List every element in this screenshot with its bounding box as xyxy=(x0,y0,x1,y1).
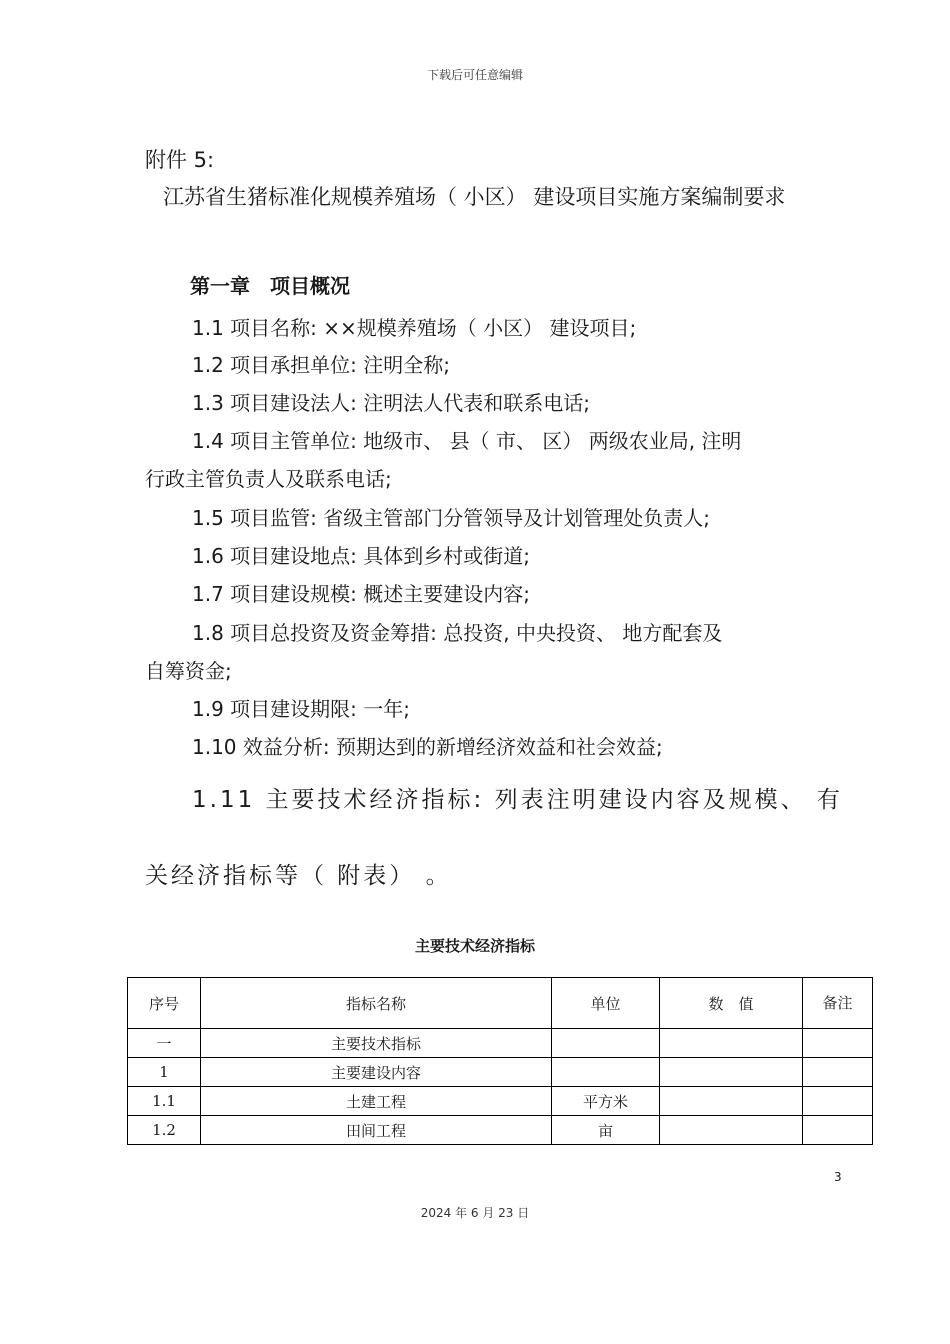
item-1-4-continued: 行政主管负责人及联系电话; xyxy=(145,467,392,491)
item-1-3: 1.3 项目建设法人: 注明法人代表和联系电话; xyxy=(192,391,590,415)
page-header: 下载后可任意编辑 xyxy=(426,68,523,82)
cell-seq: 一 xyxy=(128,1029,201,1058)
item-1-10: 1.10 效益分析: 预期达到的新增经济效益和社会效益; xyxy=(192,735,663,759)
cell-remark xyxy=(803,1058,873,1087)
item-1-8-continued: 自筹资金; xyxy=(145,659,232,683)
header-indicator-name: 指标名称 xyxy=(201,978,552,1029)
page-footer-date: 2024 年 6 月 23 日 xyxy=(420,1206,530,1220)
cell-remark xyxy=(803,1116,873,1145)
attachment-label: 附件 5: xyxy=(145,148,215,172)
document-title: 江苏省生猪标准化规模养殖场（ 小区） 建设项目实施方案编制要求 xyxy=(163,185,786,209)
table-row xyxy=(128,1116,873,1145)
header-unit: 单位 xyxy=(552,978,660,1029)
item-1-4: 1.4 项目主管单位: 地级市、 县（ 市、 区） 两级农业局, 注明 xyxy=(192,429,742,453)
item-1-5: 1.5 项目监管: 省级主管部门分管领导及计划管理处负责人; xyxy=(192,506,710,530)
chapter-heading: 第一章 项目概况 xyxy=(190,274,350,298)
cell-unit: 亩 xyxy=(552,1116,660,1145)
cell-remark xyxy=(803,1029,873,1058)
item-1-1: 1.1 项目名称: ××规模养殖场（ 小区） 建设项目; xyxy=(192,316,637,340)
item-1-11-continued: 关经济指标等（ 附表） 。 xyxy=(145,863,452,889)
cell-seq: 1.1 xyxy=(128,1087,201,1116)
item-1-9: 1.9 项目建设期限: 一年; xyxy=(192,697,410,721)
item-1-7: 1.7 项目建设规模: 概述主要建设内容; xyxy=(192,582,530,606)
cell-unit xyxy=(552,1058,660,1087)
cell-remark xyxy=(803,1087,873,1116)
table-header-row xyxy=(128,978,873,1029)
page-number: 3 xyxy=(834,1170,842,1184)
cell-indicator-name: 主要建设内容 xyxy=(201,1058,552,1087)
header-seq: 序号 xyxy=(128,978,201,1029)
item-1-6: 1.6 项目建设地点: 具体到乡村或街道; xyxy=(192,544,530,568)
table-row xyxy=(128,1029,873,1058)
cell-unit xyxy=(552,1029,660,1058)
item-1-11: 1.11 主要技术经济指标: 列表注明建设内容及规模、 有 xyxy=(192,787,843,813)
cell-value xyxy=(660,1116,803,1145)
cell-seq: 1 xyxy=(128,1058,201,1087)
cell-indicator-name: 主要技术指标 xyxy=(201,1029,552,1058)
table-row xyxy=(128,1058,873,1087)
cell-value xyxy=(660,1087,803,1116)
cell-indicator-name: 田间工程 xyxy=(201,1116,552,1145)
header-value: 数 值 xyxy=(660,978,803,1029)
header-remark: 备注 xyxy=(803,978,873,1029)
table-caption: 主要技术经济指标 xyxy=(414,937,535,955)
cell-seq: 1.2 xyxy=(128,1116,201,1145)
indicator-table xyxy=(127,977,873,1145)
item-1-2: 1.2 项目承担单位: 注明全称; xyxy=(192,353,450,377)
cell-value xyxy=(660,1058,803,1087)
cell-indicator-name: 土建工程 xyxy=(201,1087,552,1116)
item-1-8: 1.8 项目总投资及资金筹措: 总投资, 中央投资、 地方配套及 xyxy=(192,621,723,645)
cell-unit: 平方米 xyxy=(552,1087,660,1116)
cell-value xyxy=(660,1029,803,1058)
table-row xyxy=(128,1087,873,1116)
